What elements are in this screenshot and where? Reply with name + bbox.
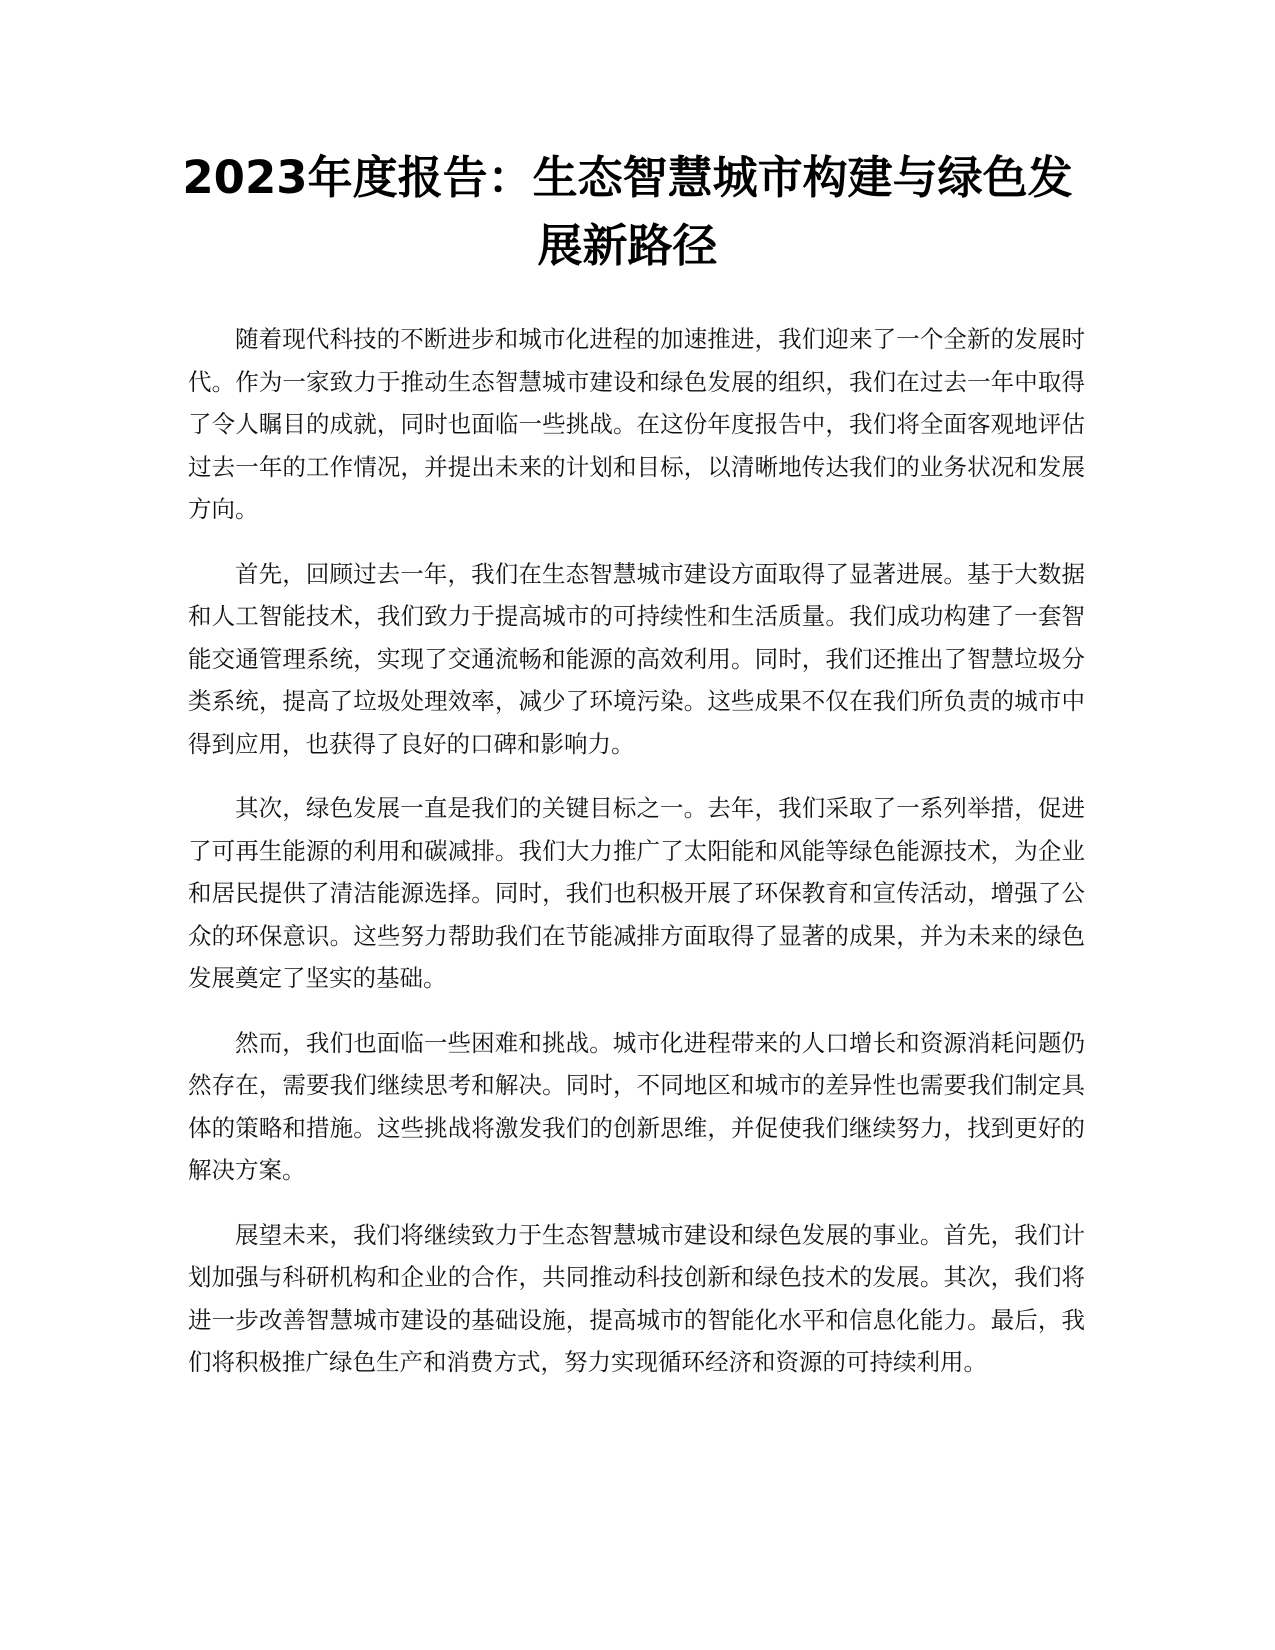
paragraph-intro: 随着现代科技的不断进步和城市化进程的加速推进，我们迎来了一个全新的发展时代。作为一家致力于推动生态智慧城市建设和绿色发展的组织，我们在过去一年中取得了令人瞩目的成就，同时也面临一些挑战。在这份年度报告中，我们将全面客观地评估过去一年的工作情况，并提出未来的计划和目标，以清晰地传达我们的业务状况和发展方向。 bbox=[188, 325, 1085, 523]
paragraph-green-development: 其次，绿色发展一直是我们的关键目标之一。去年，我们采取了一系列举措，促进了可再生能源的利用和碳减排。我们大力推广了太阳能和风能等绿色能源技术，为企业和居民提供了清洁能源选择。同时，我们也积极开展了环保教育和宣传活动，增强了公众的环保意识。这些努力帮助我们在节能减排方面取得了显著的成果，并为未来的绿色发展奠定了坚实的基础。 bbox=[188, 794, 1085, 992]
document-title: 2023年度报告：生态智慧城市构建与绿色发展新路径 bbox=[182, 151, 1073, 272]
paragraph-review: 首先，回顾过去一年，我们在生态智慧城市建设方面取得了显著进展。基于大数据和人工智能技术，我们致力于提高城市的可持续性和生活质量。我们成功构建了一套智能交通管理系统，实现了交通流畅和能源的高效利用。同时，我们还推出了智慧垃圾分类系统，提高了垃圾处理效率，减少了环境污染。这些成果不仅在我们所负责的城市中得到应用，也获得了良好的口碑和影响力。 bbox=[188, 559, 1085, 758]
paragraph-outlook: 展望未来，我们将继续致力于生态智慧城市建设和绿色发展的事业。首先，我们计划加强与科研机构和企业的合作，共同推动科技创新和绿色技术的发展。其次，我们将进一步改善智慧城市建设的基础设施，提高城市的智能化水平和信息化能力。最后，我们将积极推广绿色生产和消费方式，努力实现循环经济和资源的可持续利用。 bbox=[188, 1220, 1085, 1376]
paragraph-challenges: 然而，我们也面临一些困难和挑战。城市化进程带来的人口增长和资源消耗问题仍然存在，需要我们继续思考和解决。同时，不同地区和城市的差异性也需要我们制定具体的策略和措施。这些挑战将激发我们的创新思维，并促使我们继续努力，找到更好的解决方案。 bbox=[188, 1028, 1085, 1184]
document-body bbox=[188, 318, 1085, 1406]
